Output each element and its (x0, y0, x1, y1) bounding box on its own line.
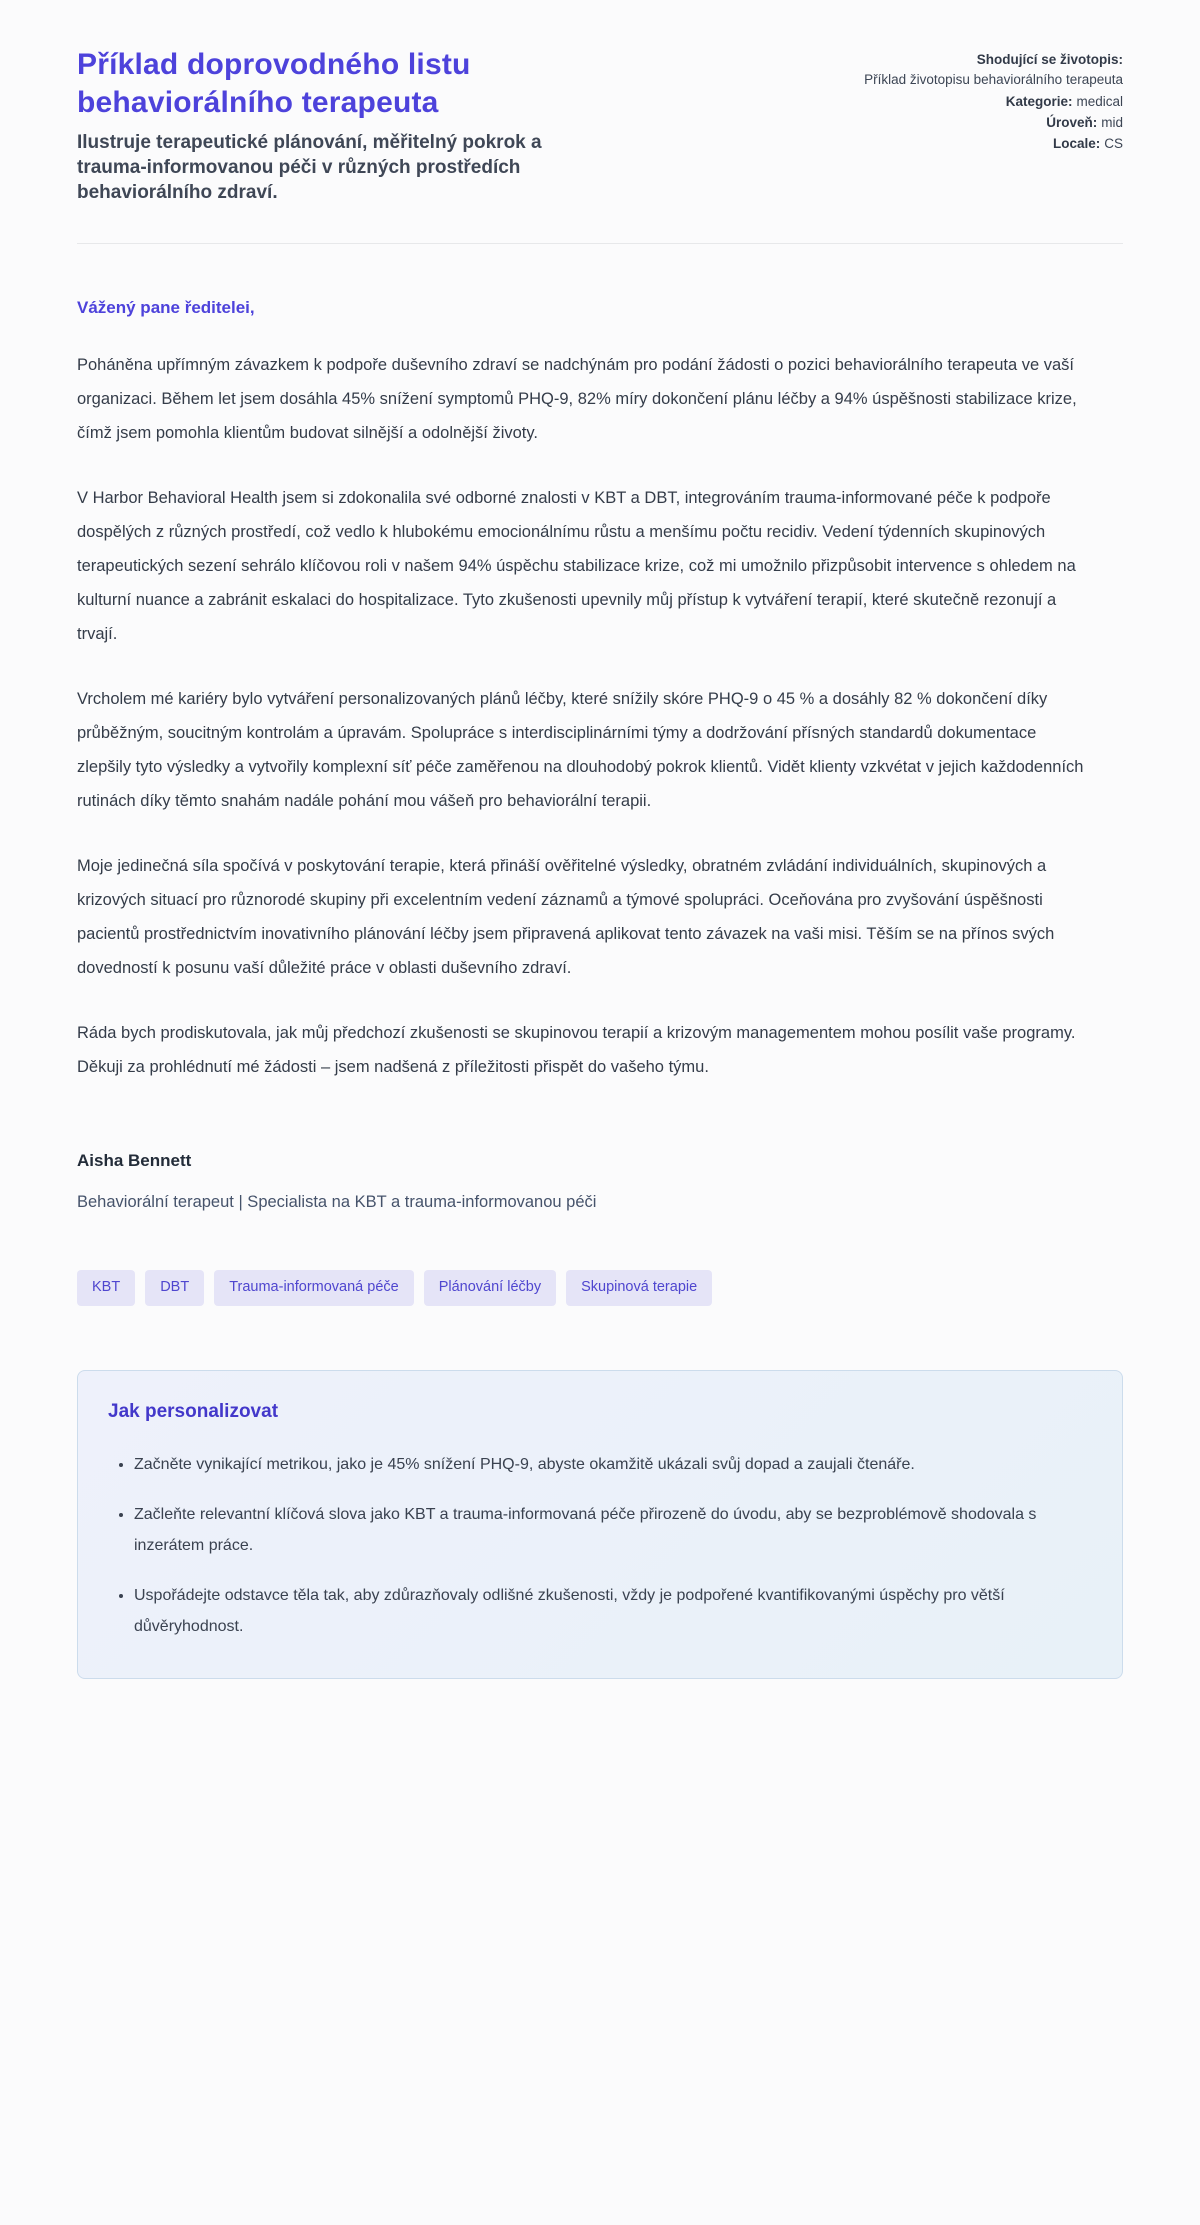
letter-body (77, 298, 1123, 1212)
letter-paragraph: Vrcholem mé kariéry bylo vytváření personalizovaných plánů léčby, které snížily skóre PHQ-9 o 45 % a dosáhly 82 % dokončení díky průběžným, soucitným kontrolám a úpravám. Spolupráce s interdisciplinárními týmy a dodržování přísných standardů dokumentace zlepšily tyto výsledky a vytvořily komplexní síť péče zaměřenou na dlouhodobý pokrok klientů. Vidět klienty vzkvétat v jejich každodenních rutinách díky těmto snahám nadále pohání mou vášeň pro behaviorální terapii. (77, 690, 1084, 811)
letter-greeting: Vážený pane ředitelei, (77, 298, 255, 318)
meta-category-value: medical (1076, 93, 1123, 109)
letter-paragraph: Poháněna upřímným závazkem k podpoře duševního zdraví se nadchýnám pro podání žádosti o pozici behaviorálního terapeuta ve vaší organizaci. Během let jsem dosáhla 45% snížení symptomů PHQ-9, 82% míry dokončení plánu léčby a 94% úspěšnosti stabilizace krize, čímž jsem pomohla klientům budovat silnější a odolnější životy. (77, 356, 1077, 443)
signature-title: Behaviorální terapeut | Specialista na KBT a trauma-informovanou péči (77, 1193, 597, 1212)
meta-level (793, 113, 1123, 133)
signature-name: Aisha Bennett (77, 1151, 192, 1171)
page-header (77, 46, 1123, 205)
page-title: Příklad doprovodného listu behaviorálního terapeuta (77, 48, 471, 120)
skill-tag: Plánování léčby (424, 1270, 556, 1305)
skill-tag: Skupinová terapie (566, 1270, 712, 1305)
meta-panel (793, 46, 1123, 155)
meta-matching-resume-label: Shodující se životopis: (976, 52, 1123, 67)
meta-locale (793, 134, 1123, 154)
meta-level-label: Úroveň: (1046, 114, 1098, 130)
header-divider (77, 243, 1123, 244)
tips-list (108, 1449, 1092, 1643)
meta-category-label: Kategorie: (1005, 93, 1073, 109)
page-subtitle: Ilustruje terapeutické plánování, měřitelný pokrok a trauma-informovanou péči v různých prostředích behaviorálního zdraví. (77, 132, 542, 204)
header-titles (77, 46, 677, 205)
meta-matching-resume-value: Příklad životopisu behaviorálního terapeuta (864, 72, 1123, 88)
meta-matching-resume (793, 50, 1123, 91)
tip-item: • Začleňte relevantní klíčová slova jako KBT a trauma-informovaná péče přirozeně do úvodu, aby se bezproblémově shodovala s inzerátem práce. (134, 1499, 1084, 1561)
tip-item: • Začněte vynikající metrikou, jako je 45% snížení PHQ-9, abyste okamžitě ukázali svůj dopad a zaujali čtenáře. (134, 1449, 1084, 1480)
skill-tag: Trauma-informovaná péče (214, 1270, 414, 1305)
meta-locale-label: Locale: (1052, 136, 1101, 151)
skill-tag: KBT (77, 1270, 135, 1305)
meta-locale-value: CS (1104, 136, 1123, 151)
letter-paragraph: Moje jedinečná síla spočívá v poskytování terapie, která přináší ověřitelné výsledky, obratném zvládání individuálních, skupinových a krizových situací pro různorodé skupiny při excelentním vedení záznamů a týmové spolupráci. Oceňována pro zvyšování úspěšnosti pacientů prostřednictvím inovativního plánování léčby jsem připravená aplikovat tento závazek na vaši misi. Těším se na přínos svých dovedností k posunu vaší důležité práce v oblasti duševního zdraví. (77, 857, 1055, 978)
skill-tags (77, 1270, 1123, 1305)
meta-category (793, 92, 1123, 112)
meta-level-value: mid (1101, 114, 1123, 130)
skill-tag: DBT (145, 1270, 204, 1305)
letter-paragraph: Ráda bych prodiskutovala, jak můj předchozí zkušenosti se skupinovou terapií a krizovým managementem mohou posílit vaše programy. Děkuji za prohlédnutí mé žádosti – jsem nadšená z příležitosti přispět do vašeho týmu. (77, 1024, 1076, 1077)
tips-title: Jak personalizovat (108, 1400, 279, 1422)
tip-item: • Uspořádejte odstavce těla tak, aby zdůrazňovaly odlišné zkušenosti, vždy je podpořené kvantifikovanými úspěchy pro větší důvěryhodnost. (134, 1580, 1084, 1642)
letter-paragraph: V Harbor Behavioral Health jsem si zdokonalila své odborné znalosti v KBT a DBT, integrováním trauma-informované péče k podpoře dospělých z různých prostředí, což vedlo k hlubokému emocionálnímu růstu a menšímu počtu recidiv. Vedení týdenních skupinových terapeutických sezení sehrálo klíčovou roli v našem 94% úspěchu stabilizace krize, což mi umožnilo přizpůsobit intervence s ohledem na kulturní nuance a zabránit eskalaci do hospitalizace. Tyto zkušenosti upevnily můj přístup k vytváření terapií, které skutečně rezonují a trvají. (77, 489, 1076, 644)
personalization-tips-box (77, 1370, 1123, 1680)
